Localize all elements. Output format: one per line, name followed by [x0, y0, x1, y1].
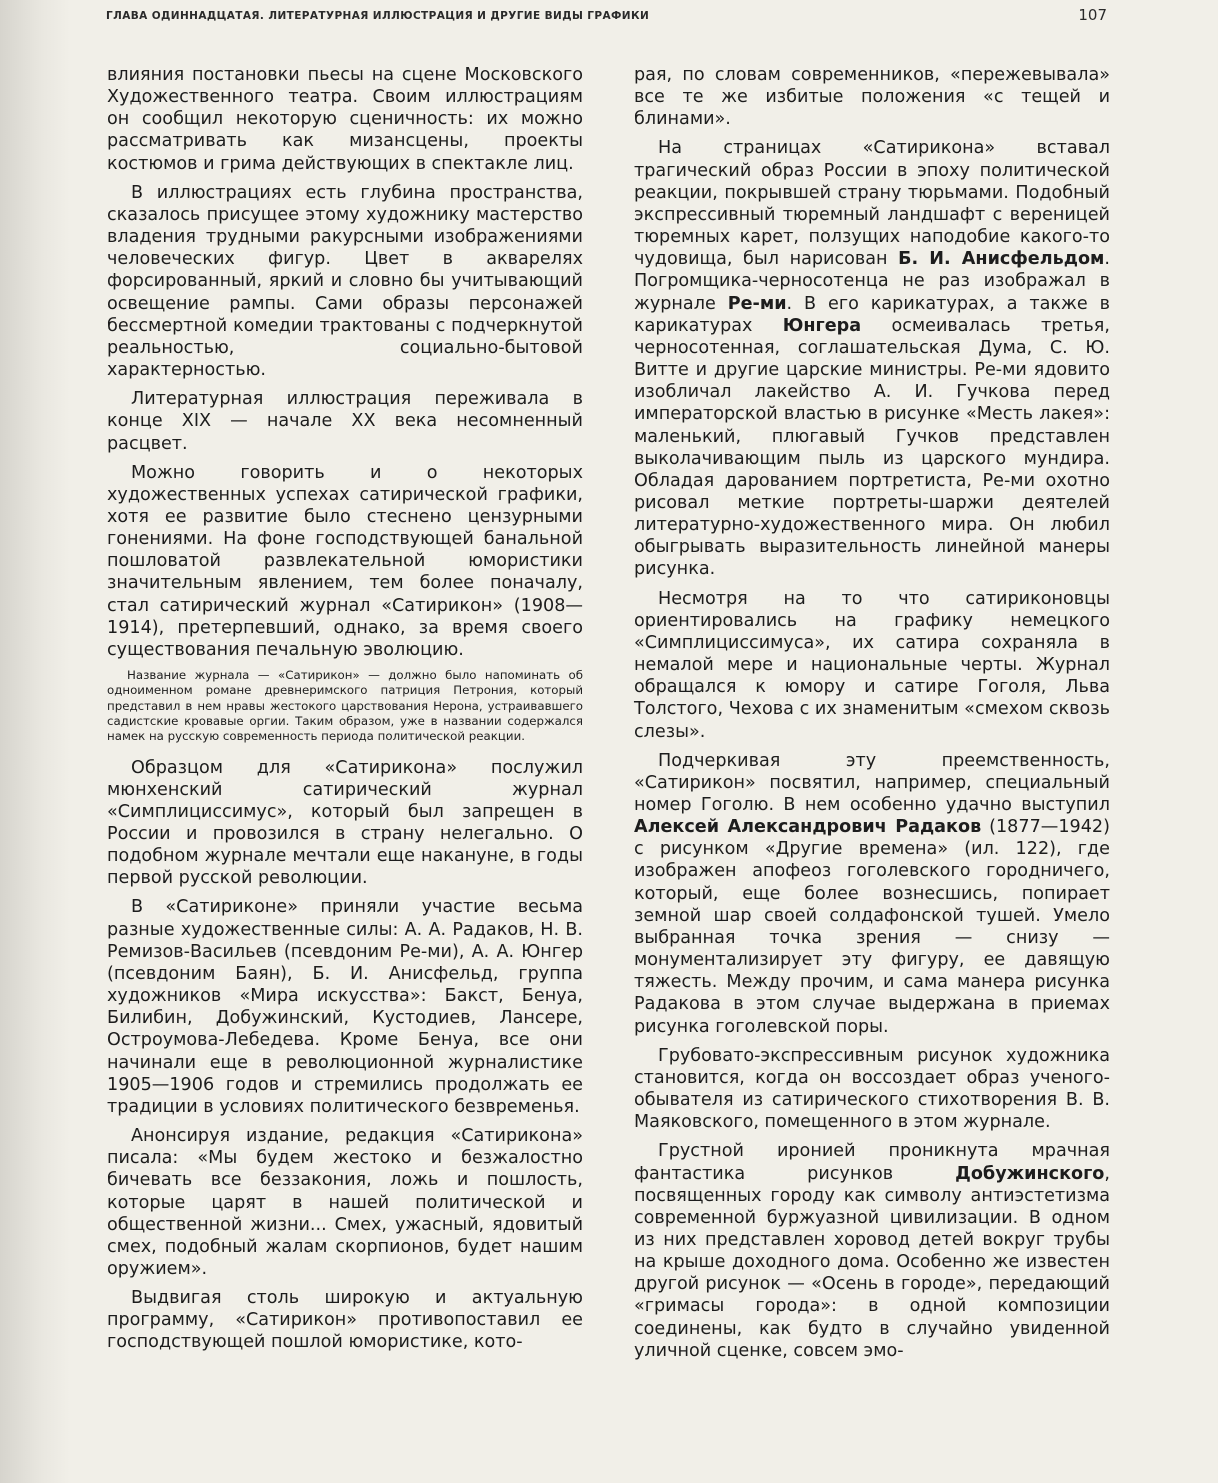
page-edge-shadow: [0, 0, 70, 1483]
paragraph: Выдвигая столь широкую и актуальную программу, «Сатирикон» противопоставил ее господствующей пошлой юмористике, кото-: [107, 1288, 583, 1353]
paragraph: рая, по словам современников, «пережевывала» все те же избитые положения «с тещей и блинами».: [634, 65, 1110, 130]
artist-name: Ре-ми: [727, 293, 787, 314]
paragraph: Образцом для «Сатирикона» послужил мюнхенский сатирический журнал «Симплициссимус», который был запрещен в России и провозился в страну нелегально. О подобном журнале мечтали еще накануне, в годы первой русской революции.: [107, 757, 583, 889]
artist-name: Юнгера: [782, 315, 862, 336]
paragraph: Несмотря на то что сатириконовцы ориентировались на графику немецкого «Симплициссимуса», их сатира сохраняла в немалой мере и национальные черты. Журнал обращался к юмору и сатире Гоголя, Льва Толстого, Чехова с их знаменитым «смехом сквозь слезы».: [634, 588, 1110, 742]
text-run: (1877—1942) с рисунком «Другие времена» (ил. 122), где изображен апофеоз гоголевского городничего, который, еще более вознесшись, попирает земной шар своей солдафонской тушей. Умело выбранная точка зрения — снизу — монументализирует эту фигуру, ее давящую тяжесть. Между прочим, и сама манера рисунка Радакова в этом случае выдержана в приемах рисунка гоголевской поры.: [634, 817, 1110, 1037]
right-column: [634, 64, 1110, 1369]
text-run: На страницах «Сатирикона» вставал трагический образ России в эпоху политической реакции, покрывшей страну тюрьмами. Подобный экспрессивный тюремный ландшафт с вереницей тюремных карет, ползущих наподобие какого-то чудовища, был нарисован: [634, 138, 1110, 270]
paragraph: [634, 137, 1110, 580]
text-run: . В его карикатурах, а также в карикатурах: [634, 293, 1110, 336]
text-run: осмеивалась третья, черносотенная, соглашательская Дума, С. Ю. Витте и другие царские министры. Ре-ми ядовито изобличал лакейство А. И. Гучкова перед императорской властью в рисунке «Месть лакея»: маленький, плюгавый Гучков представлен выколачивающим пыль из царского мундира. Обладая дарованием портретиста, Ре-ми охотно рисовал меткие портреты-шаржи деятелей литературно-художественного мира. Он любил обыгрывать выразительность линейной манеры рисунка.: [634, 315, 1110, 580]
footnote: Название журнала — «Сатирикон» — должно было напоминать об одноименном романе древнеримского патриция Петрония, который представил в нем нравы жестокого царствования Нерона, устраивавшего садистские кровавые оргии. Таким образом, уже в названии содержался намек на русскую современность периода политической реакции.: [107, 668, 583, 744]
paragraph: Анонсируя издание, редакция «Сатирикона» писала: «Мы будем жестоко и безжалостно бичевать все беззакония, ложь и пошлость, которые царят в нашей политической и общественной жизни... Смех, ужасный, ядовитый смех, подобный жалам скорпионов, будет нашим оружием».: [107, 1126, 583, 1279]
page-number: 107: [1078, 6, 1107, 24]
paragraph: В иллюстрациях есть глубина пространства, сказалось присущее этому художнику мастерство владения трудными ракурсными изображениями человеческих фигур. Цвет в акварелях форсированный, яркий и словно бы учитывающий освещение рампы. Сами образы персонажей бессмертной комедии трактованы с подчеркнутой реальностью, социально-бытовой характерностью.: [107, 182, 583, 381]
paragraph: Литературная иллюстрация переживала в конце XIX — начале XX века несомненный расцвет.: [107, 389, 583, 454]
left-column: [107, 64, 583, 1361]
paragraph: влияния постановки пьесы на сцене Московского Художественного театра. Своим иллюстрациям он сообщил некоторую сценичность: их можно рассматривать как мизансцены, проекты костюмов и грима действующих в спектакле лиц.: [107, 65, 583, 174]
paragraph: Можно говорить и о некоторых художественных успехах сатирической графики, хотя ее развитие было стеснено цензурными гонениями. На фоне господствующей банальной пошловатой развлекательной юмористики значительным явлением, тем более поначалу, стал сатирический журнал «Сатирикон» (1908—1914), претерпевший, однако, за время своего существования печальную эволюцию.: [107, 462, 583, 660]
paragraph: [634, 1140, 1110, 1362]
artist-name: Б. И. Анисфельдом: [898, 249, 1105, 270]
paragraph: [634, 750, 1110, 1038]
artist-name: Алексей Александрович Радаков: [634, 817, 982, 838]
artist-name: Добужинского: [955, 1163, 1105, 1184]
text-run: . Погромщика-черносотенца не раз изображал в журнале: [634, 249, 1111, 314]
text-run: Грустной иронией проникнута мрачная фантастика рисунков: [634, 1141, 1110, 1184]
running-head: ГЛАВА ОДИННАДЦАТАЯ. ЛИТЕРАТУРНАЯ ИЛЛЮСТРАЦИЯ И ДРУГИЕ ВИДЫ ГРАФИКИ: [106, 10, 650, 22]
text-run: Подчеркивая эту преемственность, «Сатирикон» посвятил, например, специальный номер Гоголю. В нем особенно удачно выступил: [634, 750, 1110, 815]
text-run: , посвященных городу как символу антиэстетизма современной буржуазной цивилизации. В одном из них представлен хоровод детей вокруг трубы на крыше доходного дома. Особенно же известен другой рисунок — «Осень в городе», передающий «гримасы города»: в одной композиции соединены, как будто в случайно увиденной уличной сценке, совсем эмо-: [634, 1163, 1110, 1361]
paragraph: Грубовато-экспрессивным рисунок художника становится, когда он воссоздает образ ученого-обывателя из сатирического стихотворения В. В. Маяковского, помещенного в этом журнале.: [634, 1045, 1110, 1133]
paragraph: В «Сатириконе» приняли участие весьма разные художественные силы: А. А. Радаков, Н. В. Ремизов-Васильев (псевдоним Ре-ми), А. А. Юнгер (псевдоним Баян), Б. И. Анисфельд, группа художников «Мира искусства»: Бакст, Бенуа, Билибин, Добужинский, Кустодиев, Лансере, Остроумова-Лебедева. Кроме Бенуа, все они начинали еще в революционной журналистике 1905—1906 годов и стремились продолжать ее традиции в условиях политического безвременья.: [107, 897, 583, 1117]
